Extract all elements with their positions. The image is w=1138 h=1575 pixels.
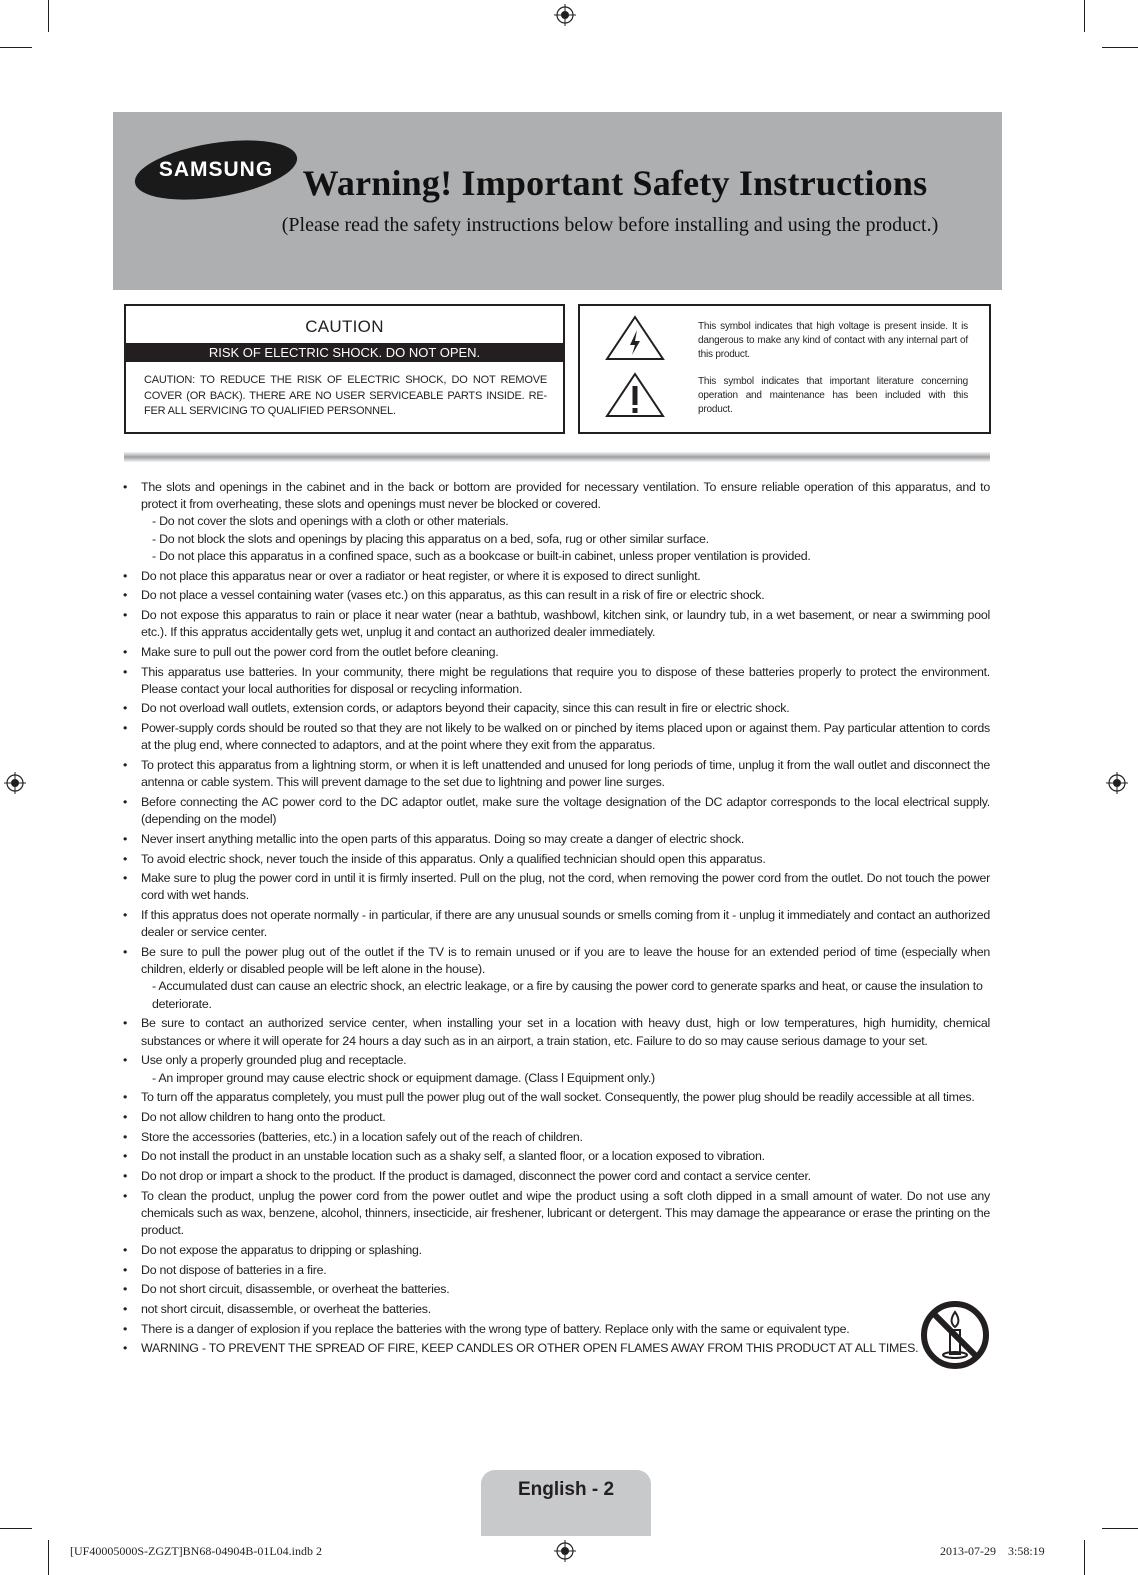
instruction-text: Make sure to plug the power cord in until it is firmly inserted. Pull on the plug, not the cord, when removing the power cord from the outlet. Do not touch the power cord with wet hands. xyxy=(141,871,990,903)
symbol-box xyxy=(578,304,991,434)
registration-mark-icon xyxy=(554,4,576,26)
instruction-item xyxy=(120,587,990,604)
instruction-text: Never insert anything metallic into the open parts of this apparatus. Doing so may create a danger of electric shock. xyxy=(141,831,745,846)
instruction-text: To turn off the apparatus completely, you must pull the power plug out of the wall socket. Consequently, the power plug should be readily accessible at all times. xyxy=(141,1090,975,1105)
instruction-text: Do not expose this apparatus to rain or place it near water (near a bathtub, washbowl, kitchen sink, or laundry tub, in a wet basement, or near a swimming pool etc.). If this appratus accidentally gets wet, unplug it and contact an authorized dealer immediately. xyxy=(141,607,990,640)
instruction-text: The slots and openings in the cabinet and in the back or bottom are provided for necessary ventilation. To ensure reliable operation of this apparatus, and to protect it from overheating, these slots and openings must never be blocked or covered. xyxy=(141,480,990,512)
instruction-item xyxy=(120,851,990,868)
exclamation-warning-icon xyxy=(604,371,666,419)
instruction-item xyxy=(120,1340,990,1357)
instruction-subitem: - Do not place this apparatus in a confined space, such as a bookcase or built-in cabinet, unless proper ventilation is provided. xyxy=(152,548,811,563)
crop-mark xyxy=(0,1528,32,1529)
instruction-item xyxy=(120,1262,990,1279)
instruction-item xyxy=(120,1168,990,1185)
instruction-item xyxy=(120,720,990,754)
instruction-text: Use only a properly grounded plug and receptacle. xyxy=(141,1053,407,1068)
instruction-text: This apparatus use batteries. In your community, there might be regulations that require you to dispose of these batteries properly to protect the environment. Please contact your local authorities for disposal or recycling information. xyxy=(141,664,990,696)
instruction-item xyxy=(120,1301,990,1318)
instruction-item xyxy=(120,1148,990,1165)
instruction-text: Do not install the product in an unstable location such as a shaky self, a slanted floor, or a location exposed to vibration. xyxy=(141,1149,765,1164)
instruction-text: Do not dispose of batteries in a fire. xyxy=(141,1262,327,1277)
instruction-item xyxy=(120,944,990,1013)
instruction-text: Before connecting the AC power cord to the DC adaptor outlet, make sure the voltage designation of the DC adaptor corresponds to the local electrical supply. (depending on the model) xyxy=(141,794,990,827)
instruction-item xyxy=(120,1281,990,1298)
instruction-subitem: - An improper ground may cause electric shock or equipment damage. (Class l Equipment only.) xyxy=(152,1070,655,1085)
instruction-text: Do not drop or impart a shock to the product. If the product is damaged, disconnect the power cord and contact a service center. xyxy=(141,1169,811,1184)
instruction-text: Be sure to contact an authorized service center, when installing your set in a location with heavy dust, high or low temperatures, high humidity, chemical substances or where it will operate for 24 hours a day such as in an airport, a train station, etc. Failure to do so may cause serious damage to your set. xyxy=(141,1016,990,1048)
instruction-text: WARNING - TO PREVENT THE SPREAD OF FIRE, KEEP CANDLES OR OTHER OPEN FLAMES AWAY FROM THIS PRODUCT AT ALL TIMES. xyxy=(141,1341,919,1356)
registration-mark-icon xyxy=(1106,772,1128,794)
samsung-logo xyxy=(132,138,300,202)
instruction-text: Store the accessories (batteries, etc.) in a location safely out of the reach of children. xyxy=(141,1129,583,1144)
instruction-text: Do not overload wall outlets, extension cords, or adaptors beyond their capacity, since this can result in fire or electric shock. xyxy=(141,701,790,716)
high-voltage-description: This symbol indicates that high voltage is present inside. It is dangerous to make any kind of contact with any internal part of this product. xyxy=(698,321,968,360)
caution-bar: RISK OF ELECTRIC SHOCK. DO NOT OPEN. xyxy=(126,343,563,362)
crop-mark xyxy=(1102,47,1138,48)
no-open-flame-icon xyxy=(919,1300,991,1370)
instruction-text: There is a danger of explosion if you replace the batteries with the wrong type of battery. Replace only with the same or equivalent type. xyxy=(141,1321,850,1336)
instruction-text: Make sure to pull out the power cord from the outlet before cleaning. xyxy=(141,644,499,659)
instruction-subitem: - Do not block the slots and openings by placing this apparatus on a bed, sofa, rug or other similar surface. xyxy=(152,531,709,546)
instruction-subitem: - Do not cover the slots and openings with a cloth or other materials. xyxy=(152,514,509,529)
instruction-item xyxy=(120,607,990,641)
instruction-item xyxy=(120,568,990,585)
instruction-text: Do not place this apparatus near or over a radiator or heat register, or where it is exposed to direct sunlight. xyxy=(141,568,701,583)
page-subtitle: (Please read the safety instructions below before installing and using the product.) xyxy=(281,214,939,236)
instruction-text: To protect this apparatus from a lightning storm, or when it is left unattended and unused for long periods of time, unplug it from the wall outlet and disconnect the antenna or cable system. This will prevent damage to the set due to lightning and power line surges. xyxy=(141,758,990,790)
crop-mark xyxy=(0,47,32,48)
crop-mark xyxy=(1084,1540,1085,1575)
instruction-item xyxy=(120,479,990,565)
instruction-item xyxy=(120,757,990,791)
instruction-item xyxy=(120,1242,990,1259)
instruction-text: Do not short circuit, disassemble, or overheat the batteries. xyxy=(141,1282,450,1297)
instruction-text: To clean the product, unplug the power cord from the power outlet and wipe the product using a soft cloth dipped in a small amount of water. Do not use any chemicals such as wax, benzene, alcohol, thinners, insecticide, air freshener, lubricant or detergent. This may damage the appearance or erase the printing on the product. xyxy=(141,1188,990,1238)
instruction-subitem: - Accumulated dust can cause an electric shock, an electric leakage, or a fire by causing the power cord to generate sparks and heat, or cause the insulation to deteriorate. xyxy=(152,979,983,1011)
instruction-item xyxy=(120,1188,990,1240)
caution-text: CAUTION: TO REDUCE THE RISK OF ELECTRIC SHOCK, DO NOT REMOVE COVER (OR BACK). THERE ARE NO USER SERVICEABLE PARTS INSIDE. RE-FER ALL SERVICING TO QUALIFIED PERSONNEL. xyxy=(144,374,547,417)
page-number: English - 2 xyxy=(517,1479,615,1500)
instruction-text: Be sure to pull the power plug out of the outlet if the TV is to remain unused or if you are to leave the house for an extended period of time (especially when children, elderly or disabled people will be left alone in the house). xyxy=(141,945,990,977)
instruction-item xyxy=(120,1129,990,1146)
instruction-item xyxy=(120,870,990,904)
instruction-text: To avoid electric shock, never touch the inside of this apparatus. Only a qualified technician should open this apparatus. xyxy=(141,851,766,866)
instruction-item xyxy=(120,1089,990,1106)
instruction-text: Do not allow children to hang onto the product. xyxy=(141,1109,386,1124)
instruction-text: If this appratus does not operate normally - in particular, if there are any unusual sounds or smells coming from it - unplug it immediately and contact an authorized dealer or service center. xyxy=(141,908,990,940)
instruction-text: Do not place a vessel containing water (vases etc.) on this apparatus, as this can result in a risk of fire or electric shock. xyxy=(141,588,765,603)
instruction-item xyxy=(120,1052,990,1086)
instruction-item xyxy=(120,644,990,661)
instruction-item xyxy=(120,1321,990,1338)
svg-text:SAMSUNG: SAMSUNG xyxy=(158,158,274,181)
instruction-item xyxy=(120,1109,990,1126)
literature-symbol-description: This symbol indicates that important literature concerning operation and maintenance has been included with this product. xyxy=(698,376,968,415)
instruction-item xyxy=(120,1015,990,1049)
registration-mark-icon xyxy=(554,1540,576,1562)
safety-instructions-list xyxy=(120,479,990,1360)
page-title: Warning! Important Safety Instructions xyxy=(302,163,928,203)
instruction-item xyxy=(120,700,990,717)
instruction-item xyxy=(120,831,990,848)
crop-mark xyxy=(48,0,49,32)
footer-timestamp: 2013-07-29 3:58:19 xyxy=(940,1544,1045,1558)
crop-mark xyxy=(48,1540,49,1575)
caution-title: CAUTION xyxy=(305,317,384,336)
caution-box xyxy=(124,304,565,434)
instruction-text: not short circuit, disassemble, or overheat the batteries. xyxy=(141,1301,431,1316)
instruction-text: Do not expose the apparatus to dripping or splashing. xyxy=(141,1242,422,1257)
divider xyxy=(124,452,990,462)
high-voltage-warning-icon xyxy=(604,314,666,362)
footer-file-info: [UF40005000S-ZGZT]BN68-04904B-01L04.indb 2 xyxy=(70,1544,322,1558)
registration-mark-icon xyxy=(4,772,26,794)
instruction-item xyxy=(120,794,990,828)
instruction-item xyxy=(120,664,990,698)
page-number-tab xyxy=(481,1470,651,1536)
crop-mark xyxy=(1102,1528,1138,1529)
instruction-item xyxy=(120,907,990,941)
crop-mark xyxy=(1084,0,1085,32)
instruction-text: Power-supply cords should be routed so that they are not likely to be walked on or pinched by items placed upon or against them. Pay particular attention to cords at the plug end, where connected to adaptors, and at the point where they exit from the apparatus. xyxy=(141,721,990,753)
